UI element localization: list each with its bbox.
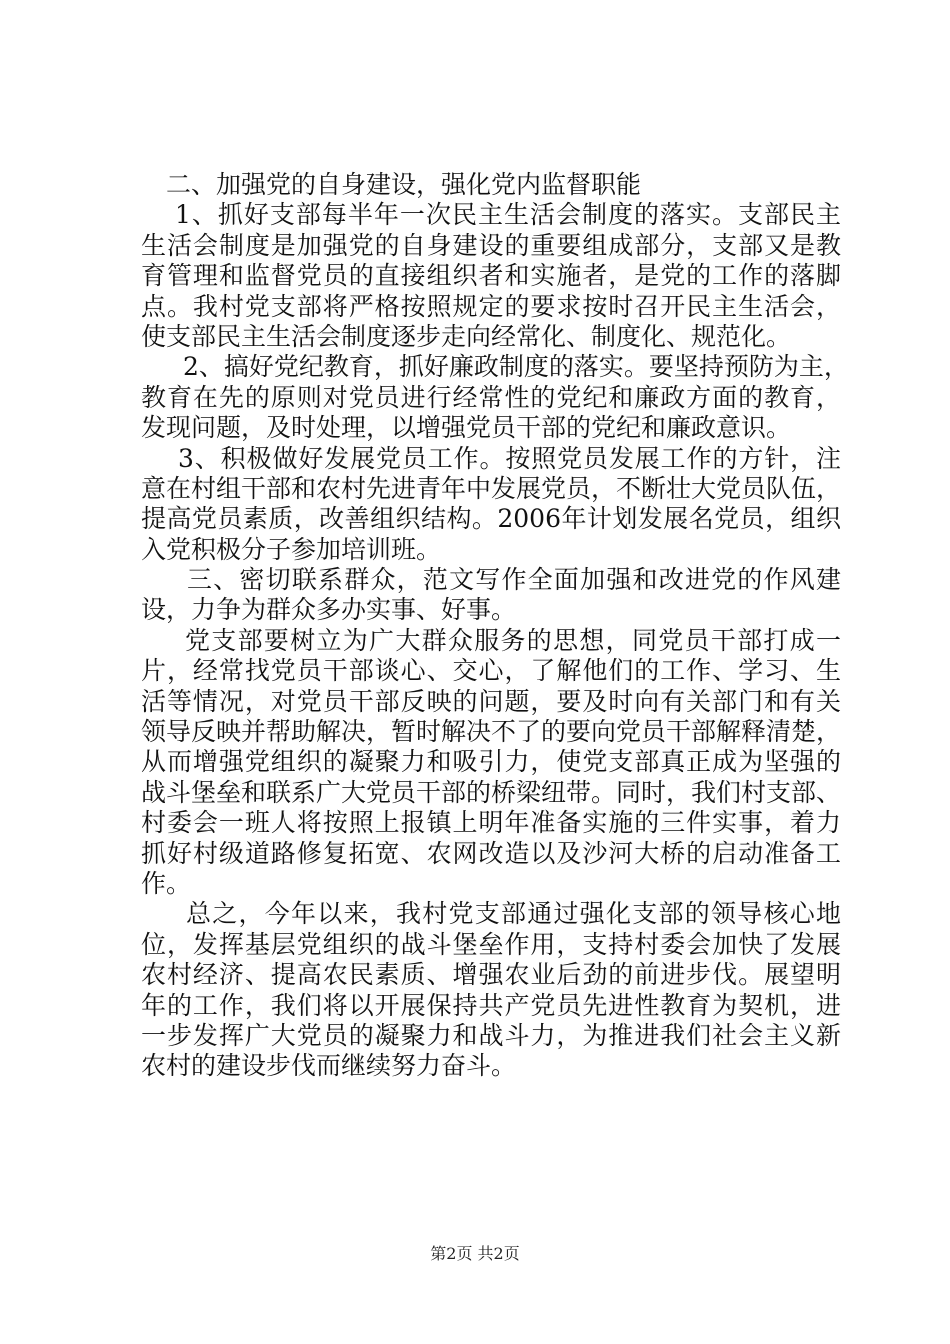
paragraph-line: 1、抓好支部每半年一次民主生活会制度的落实。支部民主 [175, 200, 841, 230]
paragraph-line: 党支部要树立为广大群众服务的思想，同党员干部打成一 [185, 625, 841, 655]
paragraph-line: 年的工作，我们将以开展保持共产党员先进性教育为契机，进 [141, 990, 841, 1020]
paragraph-line: 活等情况，对党员干部反映的问题，要及时向有关部门和有关 [141, 686, 841, 716]
paragraph-line: 总之，今年以来，我村党支部通过强化支部的领导核心地 [186, 899, 841, 929]
paragraph-line: 意在村组干部和农村先进青年中发展党员，不断壮大党员队伍， [141, 473, 842, 503]
paragraph-line: 片，经常找党员干部谈心、交心，了解他们的工作、学习、生 [141, 656, 841, 686]
paragraph-line: 位，发挥基层党组织的战斗堡垒作用，支持村委会加快了发展 [141, 929, 841, 959]
paragraph-line: 发现问题，及时处理，以增强党员干部的党纪和廉政意识。 [141, 413, 792, 443]
paragraph-line: 3、积极做好发展党员工作。按照党员发展工作的方针，注 [178, 443, 841, 473]
section-heading: 设，力争为群众多办实事、好事。 [141, 595, 517, 625]
paragraph-line: 2、搞好党纪教育，抓好廉政制度的落实。要坚持预防为主， [183, 352, 849, 382]
paragraph-line: 提高党员素质，改善组织结构。2006年计划发展名党员，组织 [141, 504, 841, 534]
paragraph-line: 生活会制度是加强党的自身建设的重要组成部分，支部又是教 [141, 230, 841, 260]
paragraph-line: 点。我村党支部将严格按照规定的要求按时召开民主生活会， [141, 291, 841, 321]
section-heading: 二、加强党的自身建设，强化党内监督职能 [166, 170, 642, 199]
paragraph-line: 战斗堡垒和联系广大党员干部的桥梁纽带。同时，我们村支部、 [141, 777, 842, 807]
paragraph-line: 抓好村级道路修复拓宽、农网改造以及沙河大桥的启动准备工 [141, 838, 841, 868]
paragraph-line: 使支部民主生活会制度逐步走向经常化、制度化、规范化。 [141, 321, 792, 351]
paragraph-line: 从而增强党组织的凝聚力和吸引力，使党支部真正成为坚强的 [141, 747, 841, 777]
paragraph-line: 教育在先的原则对党员进行经常性的党纪和廉政方面的教育， [141, 382, 841, 412]
paragraph-line: 领导反映并帮助解决，暂时解决不了的要向党员干部解释清楚， [141, 717, 842, 747]
paragraph-line: 村委会一班人将按照上报镇上明年准备实施的三件实事，着力 [141, 808, 841, 838]
paragraph-line: 一步发挥广大党员的凝聚力和战斗力，为推进我们社会主义新 [141, 1020, 841, 1050]
document-body [141, 170, 849, 1082]
paragraph-line: 农村经济、提高农民素质、增强农业后劲的前进步伐。展望明 [141, 960, 841, 990]
paragraph-line: 入党积极分子参加培训班。 [141, 534, 442, 564]
page-number-footer: 第2页 共2页 [430, 1244, 520, 1263]
paragraph-line: 育管理和监督党员的直接组织者和实施者，是党的工作的落脚 [141, 261, 841, 291]
section-heading: 三、密切联系群众，范文写作全面加强和改进党的作风建 [187, 565, 841, 595]
paragraph-line: 作。 [141, 868, 192, 898]
paragraph-line: 农村的建设步伐而继续努力奋斗。 [141, 1051, 517, 1081]
